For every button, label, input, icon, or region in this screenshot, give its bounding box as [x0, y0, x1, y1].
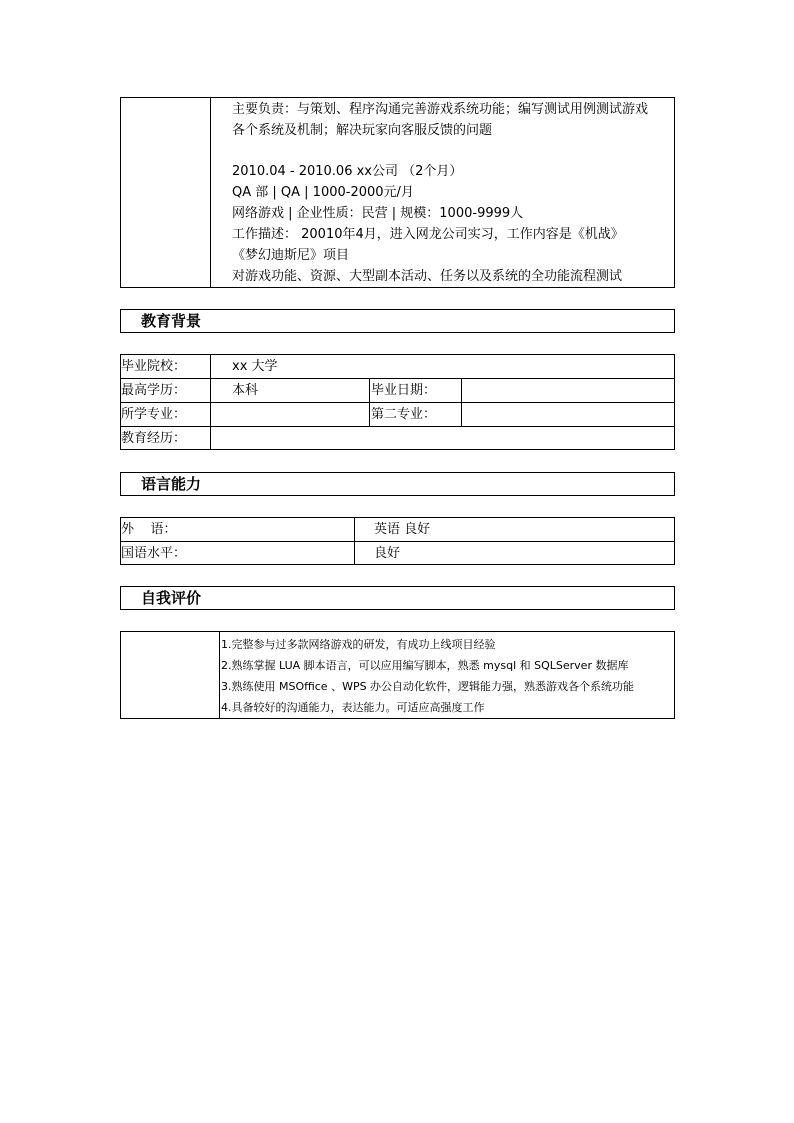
degree-value: 本科: [232, 383, 259, 398]
foreign-language-value: 英语 良好: [374, 522, 431, 537]
row-divider: [120, 402, 675, 403]
work-line: 主要负责：与策划、程序沟通完善游戏系统功能；编写测试用例测试游戏: [232, 102, 649, 117]
work-line: 《梦幻迪斯尼》项目: [232, 248, 350, 263]
work-line: 工作描述： 20010年4月，进入网龙公司实习，工作内容是《机战》: [232, 227, 624, 242]
col-divider: [210, 354, 211, 450]
grad-date-label: 毕业日期：: [371, 383, 437, 398]
work-line: QA 部 | QA | 1000-2000元/月: [232, 185, 414, 200]
self-eval-item: 1.完整参与过多款网络游戏的研发，有成功上线项目经验: [221, 638, 496, 651]
mandarin-value: 良好: [374, 546, 401, 561]
education-history-label: 教育经历：: [121, 431, 187, 446]
self-eval-list: [221, 634, 634, 718]
school-label: 毕业院校：: [121, 359, 187, 374]
col-divider: [461, 378, 462, 426]
major-label: 所学专业：: [121, 407, 187, 422]
work-table-divider: [210, 97, 211, 288]
row-divider: [120, 426, 675, 427]
degree-label: 最高学历：: [121, 383, 187, 398]
row-divider: [120, 541, 675, 542]
mandarin-label: 国语水平：: [121, 546, 187, 561]
work-line: 2010.04 - 2010.06 xx公司 （2个月）: [232, 164, 463, 179]
education-heading-box: [120, 309, 675, 333]
school-value: xx 大学: [232, 359, 278, 374]
self-eval-item: 3.熟练使用 MSOffice 、WPS 办公自动化软件，逻辑能力强，熟悉游戏各个系统功能: [221, 680, 635, 693]
col-divider: [369, 378, 370, 426]
education-heading: 教育背景: [141, 312, 202, 330]
work-line: 各个系统及机制；解决玩家向客服反馈的问题: [232, 123, 493, 138]
work-line: 网络游戏 | 企业性质：民营 | 规模：1000-9999人: [232, 206, 524, 221]
foreign-language-label: 外 语：: [121, 522, 177, 537]
self-eval-heading: 自我评价: [141, 589, 202, 607]
language-heading: 语言能力: [141, 475, 202, 493]
col-divider: [354, 517, 355, 565]
work-line: 对游戏功能、资源、大型副本活动、任务以及系统的全功能流程测试: [232, 269, 623, 284]
second-major-label: 第二专业：: [371, 407, 437, 422]
self-eval-item: 2.熟练掌握 LUA 脚本语言，可以应用编写脚本，熟悉 mysql 和 SQLServer 数据库: [221, 659, 629, 672]
col-divider: [219, 631, 220, 719]
work-description: [232, 99, 648, 287]
language-heading-box: [120, 472, 675, 496]
self-eval-item: 4.具备较好的沟通能力，表达能力。可适应高强度工作: [221, 701, 485, 714]
row-divider: [120, 378, 675, 379]
self-eval-heading-box: [120, 586, 675, 610]
